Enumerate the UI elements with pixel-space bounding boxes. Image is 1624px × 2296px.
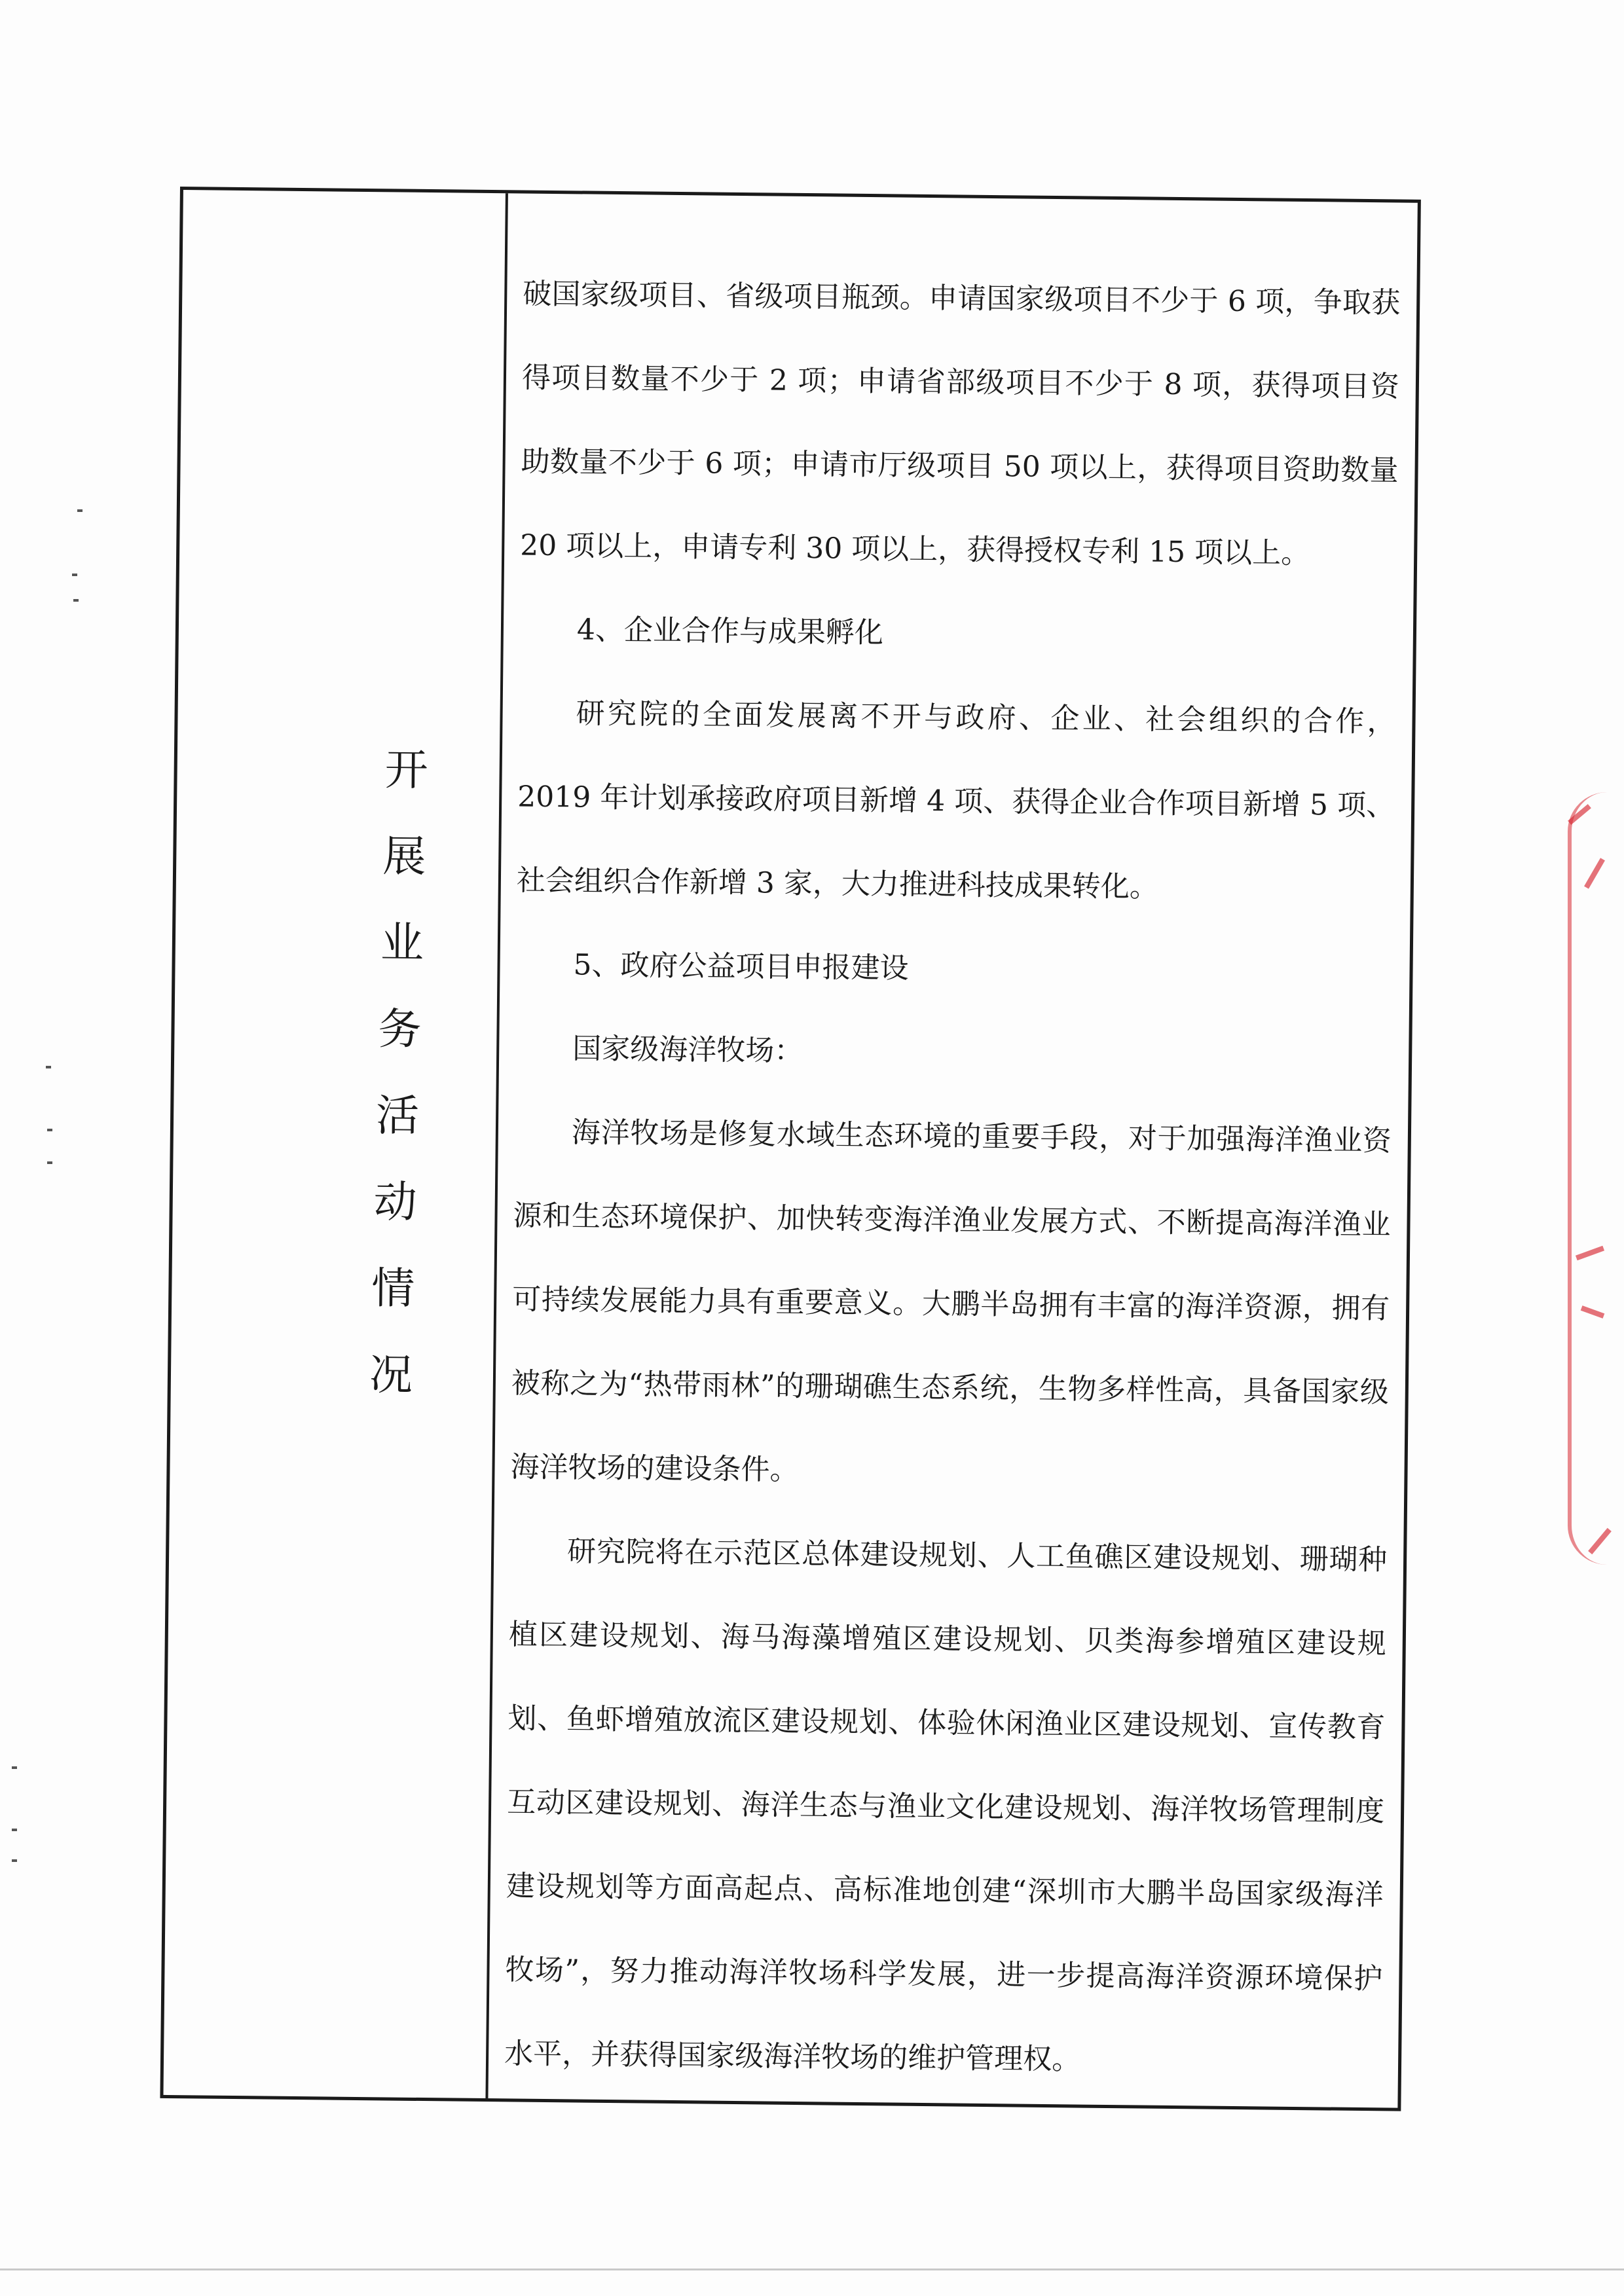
scan-speck	[12, 1859, 17, 1862]
scan-speck	[72, 574, 77, 576]
scan-speck	[73, 599, 79, 602]
label-char: 况	[369, 1349, 413, 1400]
subheading-marine-ranch: 国家级海洋牧场：	[572, 1032, 803, 1068]
label-char: 展	[382, 831, 426, 882]
section-heading-4: 4、企业合作与成果孵化	[576, 613, 884, 650]
scan-speck	[47, 1161, 52, 1164]
form-table	[160, 187, 1420, 2111]
scan-bottom-edge	[0, 2269, 1624, 2270]
label-char: 业	[380, 917, 424, 968]
scan-speck	[77, 509, 83, 512]
content-body	[504, 252, 1400, 2105]
paragraph-project-targets: 破国家级项目、省级项目瓶颈。申请国家级项目不少于 6 项，争取获得项目数量不少于 2 项；申请省部级项目不少于 8 项，获得项目资助数量不少于 6 项；申请市厅级项目 50 项以上，获得项目资助数量 20 项以上，申请专利 30 项以上，获得授权专利 15 项以上。	[520, 277, 1401, 571]
scan-speck	[47, 1129, 52, 1131]
scan-speck	[46, 1066, 51, 1068]
label-char: 务	[378, 1004, 422, 1055]
paragraph-cooperation: 研究院的全面发展离不开与政府、企业、社会组织的合作，2019 年计划承接政府项目新增 4 项、获得企业合作项目新增 5 项、社会组织合作新增 3 家，大力推进科技成果转化。	[516, 697, 1396, 904]
section-heading-5: 5、政府公益项目申报建设	[573, 948, 909, 985]
scan-speck	[12, 1829, 17, 1831]
paragraph-marine-ranch-plan: 研究院将在示范区总体建设规划、人工鱼礁区建设规划、珊瑚种植区建设规划、海马海藻增殖区建设规划、贝类海参增殖区建设规划、鱼虾增殖放流区建设规划、体验休闲渔业区建设规划、宣传教育互动区建设规划、海洋生态与渔业文化建设规划、海洋牧场管理制度建设规划等方面高起点、高标准地创建“深圳市大鹏半岛国家级海洋牧场”，努力推动海洋牧场科学发展，进一步提高海洋资源环境保护水平，并获得国家级海洋牧场的维护管理权。	[504, 1535, 1388, 2077]
scan-speck	[12, 1766, 17, 1769]
label-char: 开	[384, 744, 429, 796]
red-seal-stamp	[1568, 792, 1624, 1565]
paragraph-marine-ranch-intro: 海洋牧场是修复水域生态环境的重要手段，对于加强海洋渔业资源和生态环境保护、加快转变海洋渔业发展方式、不断提高海洋渔业可持续发展能力具有重要意义。大鹏半岛拥有丰富的海洋资源，拥有被称之为“热带雨林”的珊瑚礁生态系统，生物多样性高，具备国家级海洋牧场的建设条件。	[510, 1116, 1392, 1487]
label-char: 情	[371, 1263, 415, 1314]
label-char: 动	[373, 1176, 418, 1228]
label-char: 活	[375, 1090, 420, 1141]
label-column	[163, 190, 505, 2098]
